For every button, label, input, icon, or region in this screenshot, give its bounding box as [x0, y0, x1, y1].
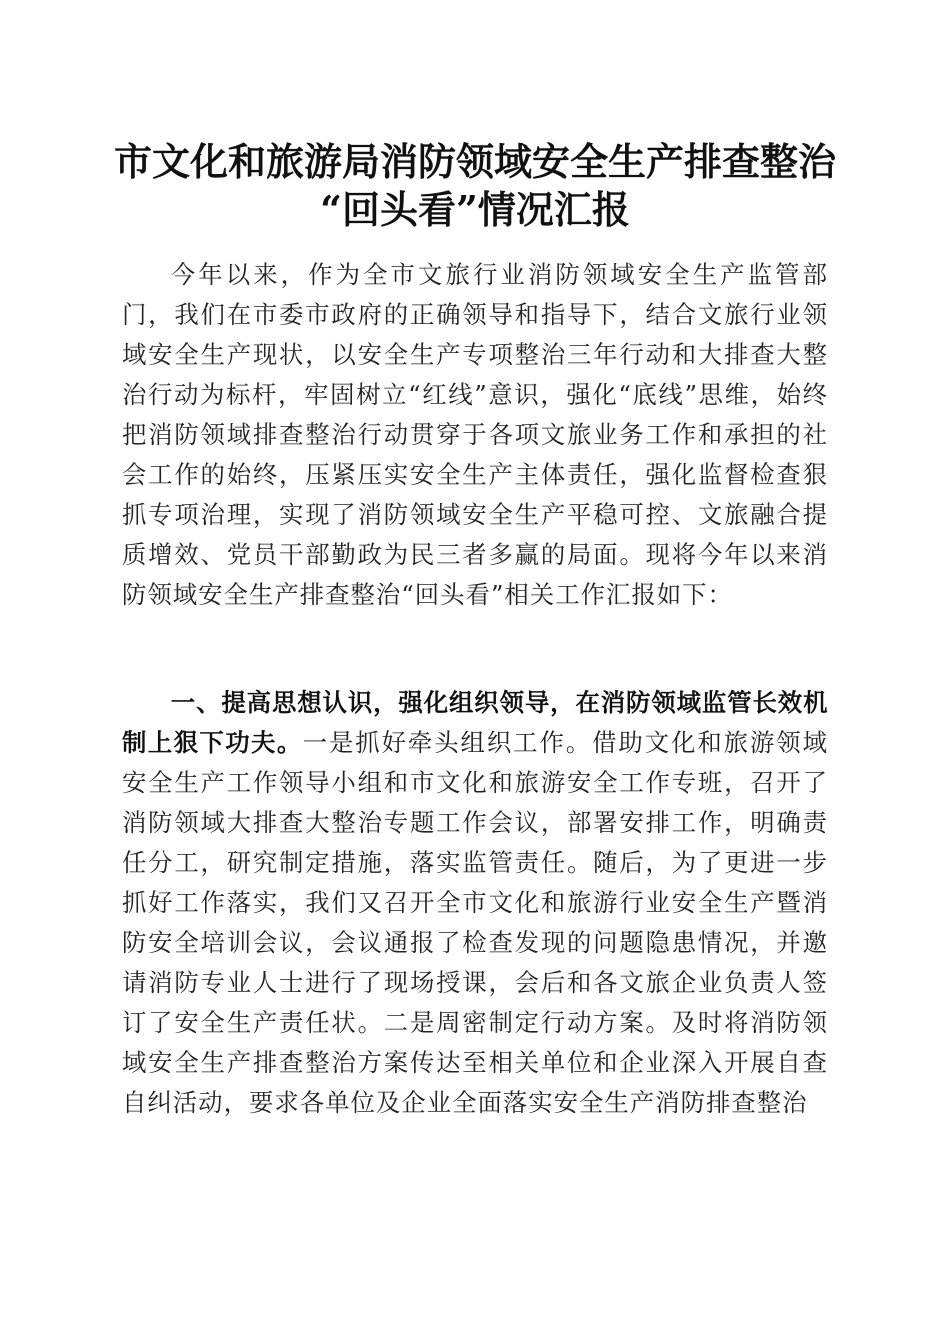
document-title-line-2: “回头看”情况汇报 — [320, 187, 630, 232]
section-1-body: 一是抓好牵头组织工作。借助文化和旅游领域安全生产工作领导小组和市文化和旅游安全工作专班，召开了消防领域大排查大整治专题工作会议，部署安排工作，明确责任分工，研究制定措施，落实监管责任。随后，为了更进一步抓好工作落实，我们又召开全市文化和旅游行业安全生产暨消防安全培训会议，会议通报了检查发现的问题隐患情况，并邀请消防专业人士进行了现场授课，会后和各文旅企业负责人签订了安全生产责任状。二是周密制定行动方案。及时将消防领域安全生产排查整治方案传达至相关单位和企业深入开展自查自纠活动，要求各单位及企业全面落实安全生产消防排查整治 — [122, 728, 828, 1117]
section-1-paragraph — [122, 683, 828, 1123]
document-title-line-1: 市文化和旅游局消防领域安全生产排查整治 — [113, 139, 836, 184]
section-1-heading: 一、提高思想认识，强化组织领导，在消防领域监管长效机制上狠下功夫。 — [122, 688, 828, 757]
intro-paragraph: 今年以来，作为全市文旅行业消防领域安全生产监管部门，我们在市委市政府的正确领导和指导下，结合文旅行业领域安全生产现状，以安全生产专项整治三年行动和大排查大整治行动为标杆，牢固树立“红线”意识，强化“底线”思维，始终把消防领域排查整治行动贯穿于各项文旅业务工作和承担的社会工作的始终，压紧压实安全生产主体责任，强化监督检查狠抓专项治理，实现了消防领域安全生产平稳可控、文旅融合提质增效、党员干部勤政为民三者多赢的局面。现将今年以来消防领域安全生产排查整治“回头看”相关工作汇报如下： — [122, 260, 828, 609]
